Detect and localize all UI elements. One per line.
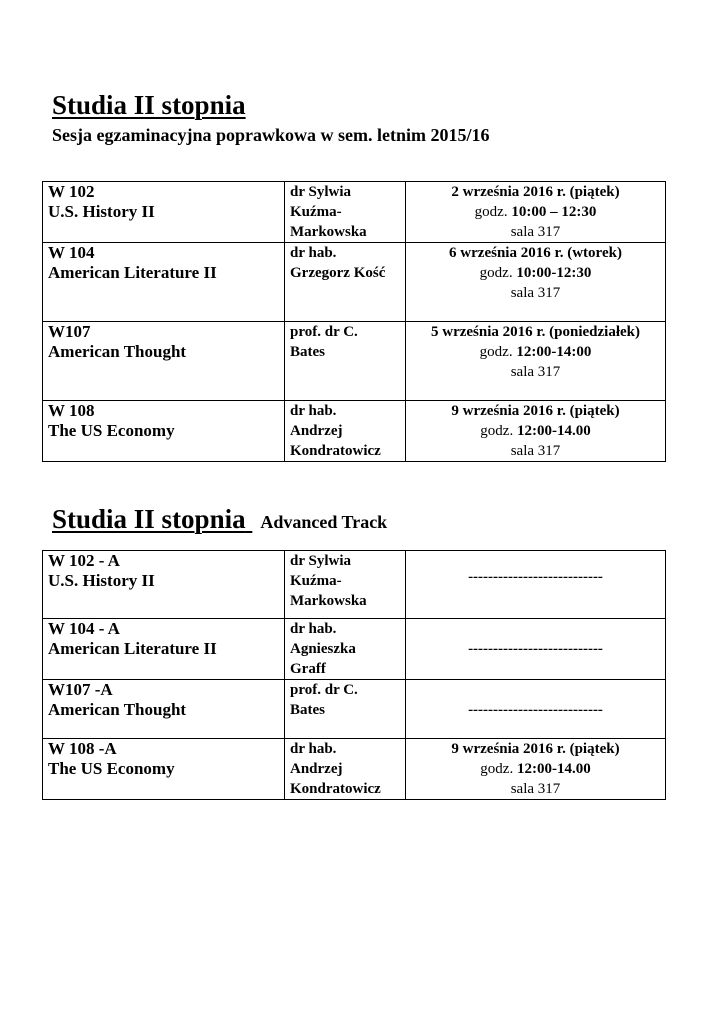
lecturer-line: Graff — [290, 661, 326, 677]
lecturer-line: Kondratowicz — [290, 443, 381, 459]
course-cell — [43, 401, 285, 462]
time-prefix: godz. — [480, 761, 514, 777]
lecturer-line: dr Sylwia — [290, 553, 351, 569]
section1-title: Studia II stopnia — [52, 90, 246, 120]
exam-cell — [406, 243, 666, 322]
lecturer-cell — [285, 551, 406, 619]
time-prefix: godz. — [474, 204, 508, 220]
lecturer-cell — [285, 680, 406, 739]
exam-room: sala 317 — [510, 224, 561, 240]
lecturer-line: prof. dr C. — [290, 682, 358, 698]
table-row — [43, 680, 666, 739]
schedule-table-1 — [42, 181, 666, 462]
course-name: American Literature II — [48, 639, 217, 658]
no-exam-placeholder: --------------------------- — [468, 702, 603, 718]
exam-time: 12:00-14.00 — [516, 423, 591, 439]
no-exam-placeholder: --------------------------- — [468, 568, 603, 585]
course-name: U.S. History II — [48, 202, 155, 221]
lecturer-line: dr hab. — [290, 621, 337, 637]
course-code: W107 -A — [48, 680, 113, 699]
course-cell — [43, 182, 285, 243]
exam-time: 10:00 – 12:30 — [511, 204, 597, 220]
section2-subtitle: Advanced Track — [260, 512, 388, 532]
exam-room: sala 317 — [510, 781, 561, 797]
lecturer-line: Bates — [290, 344, 325, 360]
time-prefix: godz. — [479, 344, 513, 360]
course-code: W 104 - A — [48, 619, 120, 638]
lecturer-line: Markowska — [290, 224, 367, 240]
exam-date: 6 września 2016 r. (wtorek) — [449, 245, 622, 261]
exam-date: 2 września 2016 r. (piątek) — [451, 184, 620, 200]
course-code: W 102 — [48, 182, 95, 201]
lecturer-cell — [285, 739, 406, 800]
course-cell — [43, 619, 285, 680]
lecturer-line: Bates — [290, 702, 325, 718]
lecturer-line: dr hab. — [290, 245, 337, 261]
course-cell — [43, 322, 285, 401]
exam-room: sala 317 — [510, 443, 561, 459]
section1-subtitle: Sesja egzaminacyjna poprawkowa w sem. letnim 2015/16 — [52, 125, 490, 145]
course-name: The US Economy — [48, 421, 175, 440]
exam-room: sala 317 — [510, 364, 561, 380]
table-row — [43, 739, 666, 800]
time-prefix: godz. — [479, 265, 513, 281]
lecturer-cell — [285, 243, 406, 322]
table-row — [43, 322, 666, 401]
lecturer-line: Kondratowicz — [290, 781, 381, 797]
lecturer-line: Agnieszka — [290, 641, 356, 657]
exam-date: 9 września 2016 r. (piątek) — [451, 741, 620, 757]
lecturer-line: Andrzej — [290, 761, 343, 777]
no-exam-placeholder: --------------------------- — [468, 641, 603, 657]
table-row — [43, 551, 666, 619]
table-row — [43, 619, 666, 680]
section2-title-block — [52, 506, 387, 533]
lecturer-line: Kuźma- — [290, 573, 342, 589]
table-row — [43, 243, 666, 322]
course-name: The US Economy — [48, 759, 175, 778]
course-name: American Literature II — [48, 263, 217, 282]
exam-cell — [406, 619, 666, 680]
exam-time: 12:00-14:00 — [516, 344, 592, 360]
course-name: American Thought — [48, 700, 187, 719]
lecturer-line: Markowska — [290, 593, 367, 609]
lecturer-cell — [285, 182, 406, 243]
table-row — [43, 401, 666, 462]
lecturer-line: Grzegorz Kość — [290, 265, 386, 281]
lecturer-line: dr hab. — [290, 741, 337, 757]
exam-time: 12:00-14.00 — [516, 761, 591, 777]
lecturer-cell — [285, 619, 406, 680]
exam-cell — [406, 739, 666, 800]
exam-cell — [406, 182, 666, 243]
course-cell — [43, 551, 285, 619]
course-cell — [43, 680, 285, 739]
course-code: W 102 - A — [48, 551, 120, 570]
section2-title: Studia II stopnia — [52, 504, 246, 534]
lecturer-line: prof. dr C. — [290, 324, 358, 340]
course-code: W 108 — [48, 401, 95, 420]
course-cell — [43, 243, 285, 322]
course-code: W 108 -A — [48, 739, 117, 758]
course-name: American Thought — [48, 342, 187, 361]
lecturer-line: Kuźma- — [290, 204, 342, 220]
lecturer-line: dr Sylwia — [290, 184, 351, 200]
exam-cell — [406, 680, 666, 739]
exam-date: 5 września 2016 r. (poniedziałek) — [430, 324, 641, 340]
exam-cell — [406, 401, 666, 462]
course-code: W107 — [48, 322, 91, 341]
exam-time: 10:00-12:30 — [516, 265, 592, 281]
course-code: W 104 — [48, 243, 95, 262]
lecturer-line: dr hab. — [290, 403, 337, 419]
exam-date: 9 września 2016 r. (piątek) — [451, 403, 620, 419]
lecturer-cell — [285, 401, 406, 462]
exam-cell — [406, 551, 666, 619]
exam-cell — [406, 322, 666, 401]
schedule-table-2 — [42, 550, 666, 800]
course-cell — [43, 739, 285, 800]
lecturer-line: Andrzej — [290, 423, 343, 439]
exam-room: sala 317 — [510, 285, 561, 301]
lecturer-cell — [285, 322, 406, 401]
course-name: U.S. History II — [48, 571, 155, 590]
time-prefix: godz. — [480, 423, 514, 439]
table-row — [43, 182, 666, 243]
